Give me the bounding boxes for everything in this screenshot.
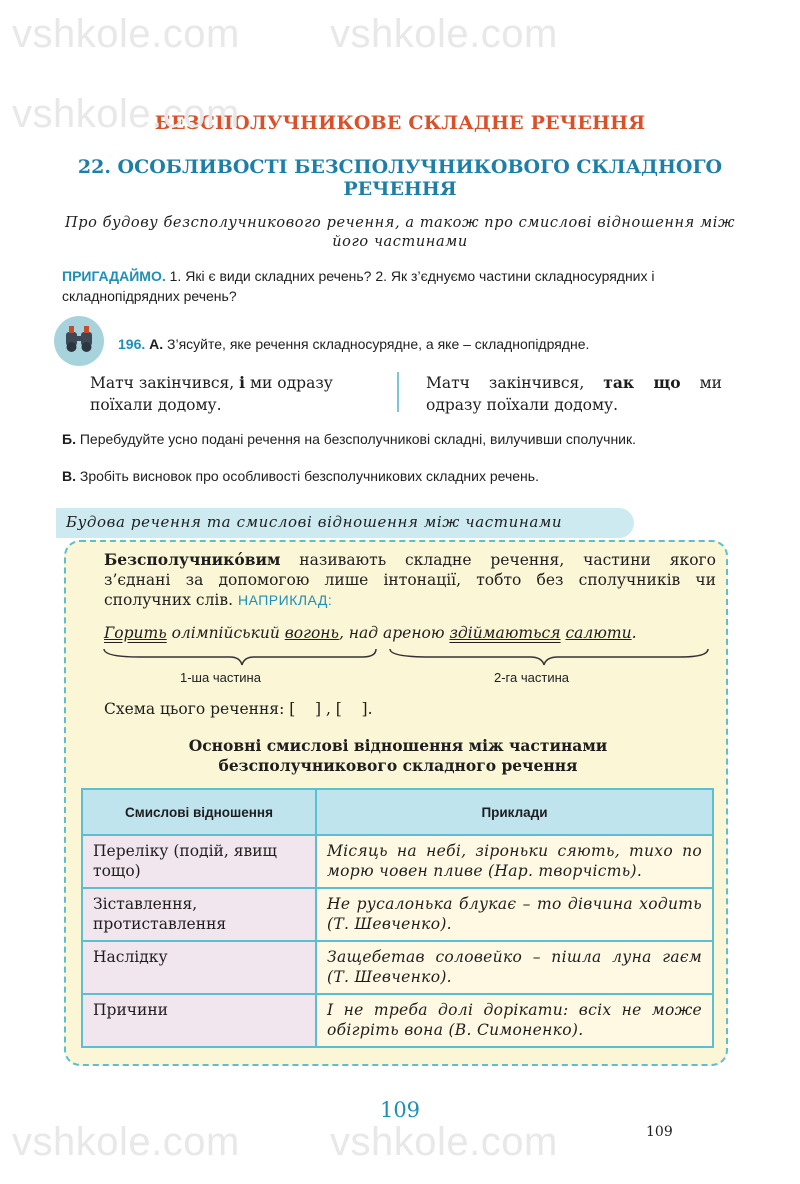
part-2-label: 2-га частина	[494, 670, 569, 685]
watermark: vshkole.com	[330, 12, 558, 56]
binoculars-icon	[54, 316, 104, 366]
relation-cell: Наслідку	[82, 941, 316, 994]
table-row	[82, 835, 713, 888]
page-number-small: 109	[646, 1124, 673, 1140]
conjunction: і	[239, 373, 246, 392]
example-cell: І не треба долі дорікати: всіх не може обігріть вона (В. Симоненко).	[316, 994, 713, 1047]
subject: вогонь	[284, 624, 339, 642]
rule-text: називають складне речення, частини якого з’єднані за допомогою лише інтонації, тобто без сполучників чи сполучних слів.	[104, 551, 716, 609]
task-v-label: В.	[62, 468, 76, 484]
relation-cell: Зіставлення, протиставлення	[82, 888, 316, 941]
recall-block	[62, 266, 732, 306]
watermark: vshkole.com	[12, 92, 240, 136]
predicate: Горить	[104, 624, 167, 642]
rule-term: Безсполучнико́вим	[104, 550, 281, 569]
word: , над ареною	[338, 624, 450, 642]
topic-banner-text: Будова речення та смислові відношення між частинами	[66, 513, 563, 531]
exercise-196-task-b	[62, 430, 738, 448]
page-number: 109	[379, 1098, 421, 1122]
table-header-row	[82, 789, 713, 835]
task-b-label: Б.	[62, 431, 76, 447]
subject: салюти	[565, 624, 632, 642]
watermark: vshkole.com	[12, 1120, 240, 1164]
sentence-compound	[90, 372, 376, 416]
lesson-subtitle: Про будову безсполучникового речення, а також про смислові відношення між його частинами	[64, 215, 736, 250]
word: .	[631, 624, 637, 642]
table-row	[82, 941, 713, 994]
watermark: vshkole.com	[12, 12, 240, 56]
example-cell: Місяць на небі, зіроньки сяють, тихо по морю човен пливе (Нар. творчість).	[316, 835, 713, 888]
recall-questions: 1. Які є види складних речень? 2. Як з’єднуємо частини складносурядних і складнопідрядних речень?	[62, 268, 655, 304]
example-sentence	[104, 624, 637, 642]
table-row	[82, 994, 713, 1047]
example-label: НАПРИКЛАД:	[237, 592, 333, 608]
relation-cell: Причини	[82, 994, 316, 1047]
table-header: Смислові відношення	[82, 789, 316, 835]
table-row	[82, 888, 713, 941]
column-divider	[397, 372, 399, 412]
watermark: vshkole.com	[330, 1120, 558, 1164]
task-a-text: З’ясуйте, яке речення складносурядне, а яке – складнопідрядне.	[163, 336, 590, 352]
task-b-text: Перебудуйте усно подані речення на безсполучникові складні, вилучивши сполучник.	[75, 431, 637, 447]
sentence-part: Матч закінчився,	[426, 374, 604, 392]
table-title: Основні смислові відношення між частинами безсполучникового складного речення	[188, 736, 608, 775]
table-header: Приклади	[316, 789, 713, 835]
recall-label: ПРИГАДАЙМО.	[62, 268, 166, 284]
task-a-label: А.	[149, 336, 164, 352]
part-braces	[100, 645, 712, 667]
sentence-part: Матч закінчився,	[90, 374, 240, 392]
example-cell: Не русалонька блукає – то дівчина ходить (Т. Шевченко).	[316, 888, 713, 941]
conjunction: так що	[603, 373, 681, 392]
example-cell: Защебетав соловейко – пішла луна гаєм (Т. Шевченко).	[316, 941, 713, 994]
exercise-196-task-v	[62, 467, 738, 485]
relation-cell: Переліку (подій, явищ тощо)	[82, 835, 316, 888]
exercise-number: 196.	[118, 336, 146, 352]
part-1-label: 1-ша частина	[180, 670, 261, 685]
relations-table	[81, 788, 714, 1048]
word: олімпійський	[166, 624, 285, 642]
section-title: БЕЗСПОЛУЧНИКОВЕ СКЛАДНЕ РЕЧЕННЯ	[154, 112, 646, 134]
sentence-part: ми одразу поїхали додому.	[90, 374, 333, 414]
task-v-text: Зробіть висновок про особливості безсполучникових складних речень.	[76, 468, 539, 484]
predicate: здіймаються	[449, 624, 561, 642]
sentence-scheme: Схема цього речення: [ ] , [ ].	[104, 700, 373, 718]
rule-definition	[104, 550, 716, 610]
sentence-complex	[426, 372, 722, 416]
sentence-part: ми одразу поїхали додому.	[426, 374, 722, 414]
exercise-196-task-a	[118, 336, 589, 352]
lesson-title: 22. ОСОБЛИВОСТІ БЕЗСПОЛУЧНИКОВОГО СКЛАДНОГО РЕЧЕННЯ	[77, 156, 723, 200]
